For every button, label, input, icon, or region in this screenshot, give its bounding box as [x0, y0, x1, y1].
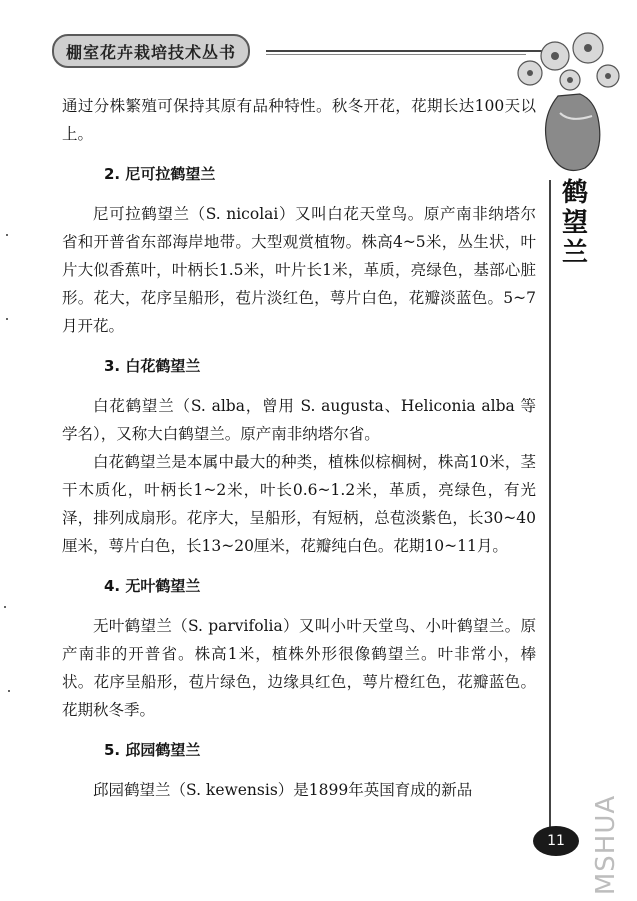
series-title: 棚室花卉栽培技术丛书	[66, 42, 237, 62]
side-chapter-title	[557, 178, 593, 268]
header-rule-thin	[266, 54, 526, 55]
section-heading-4: 4. 无叶鹤望兰	[104, 577, 201, 595]
paragraph-intro: 通过分株繁殖可保持其原有品种特性。秋冬开花，花期长达100天以上。	[62, 97, 536, 143]
scan-speck	[8, 690, 10, 692]
scan-speck	[4, 606, 6, 608]
watermark-text: MSHUA	[591, 794, 621, 896]
series-title-banner	[52, 34, 250, 68]
page-number: 11	[547, 833, 565, 849]
paragraph-kewensis: 邱园鹤望兰（S. kewensis）是1899年英国育成的新品	[93, 781, 473, 799]
section-heading-3: 3. 白花鹤望兰	[104, 357, 201, 375]
paragraph-alba-description: 白花鹤望兰是本属中最大的种类，植株似棕榈树，株高10米，茎干木质化，叶柄长1~2米，叶长0.6~1.2米，革质，亮绿色，有光泽，排列成扇形。花序大，呈船形，有短柄，总苞淡紫色，长30~40厘米，萼片白色，长13~20厘米，花瓣纯白色。花期10~11月。	[62, 453, 536, 555]
watermark	[578, 794, 634, 896]
paragraph-nicolai: 尼可拉鹤望兰（S. nicolai）又叫白花天堂鸟。原产南非纳塔尔省和开普省东部海岸地带。大型观赏植物。株高4~5米，丛生状，叶片大似香蕉叶，叶柄长1.5米，叶片长1米，革质，亮绿色，基部心脏形。花大，花序呈船形，苞片淡红色，萼片白色，花瓣淡蓝色。5~7月开花。	[62, 205, 536, 335]
side-title-char: 鹤	[561, 178, 588, 208]
right-margin-rule	[549, 180, 551, 830]
section-heading-2: 2. 尼可拉鹤望兰	[104, 165, 216, 183]
paragraph-parvifolia: 无叶鹤望兰（S. parvifolia）又叫小叶天堂鸟、小叶鹤望兰。原产南非的开普省。株高1米，植株外形很像鹤望兰。叶非常小，棒状。花序呈船形，苞片绿色，边缘具红色，萼片橙红色，花瓣蓝色。花期秋冬季。	[62, 617, 536, 719]
scan-speck	[6, 234, 8, 236]
side-title-char: 望	[561, 208, 588, 238]
page-body	[62, 92, 536, 804]
scan-speck	[6, 318, 8, 320]
section-heading-5: 5. 邱园鹤望兰	[104, 741, 201, 759]
side-title-char: 兰	[561, 238, 588, 268]
paragraph-alba-origin: 白花鹤望兰（S. alba，曾用 S. augusta、Heliconia alba 等学名），又称大白鹤望兰。原产南非纳塔尔省。	[62, 397, 536, 443]
page-number-badge	[533, 826, 579, 856]
